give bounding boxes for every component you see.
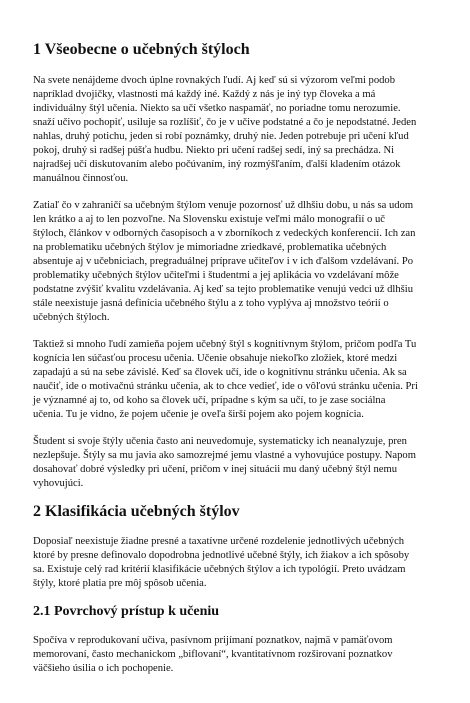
text-line: zapadajú a sú na sebe závislé. Keď sa človek učí, ide o kognitívnu stránku učenia. Ak sa xyxy=(33,367,407,378)
text-line: naučiť, ide o motivačnú stránku učenia, ak to chce vedieť, ide o vôľovú stránku učenia. Pri xyxy=(33,381,418,392)
text-line: snaží učivo pochopiť, usiluje sa rozlíšiť, čo je v učive podstatné a čo je nepodstatné. Jeden xyxy=(33,117,417,128)
text-line: ktoré by presne definovalo dopodrobna jednotlivé učebné štýly, ich žiakov a ich spôsoby xyxy=(33,550,410,561)
text-line: absentuje aj v učebniciach, pregraduálnej príprave učiteľov i v ich ďalšom vzdelávaní. Po xyxy=(33,256,414,267)
text-line: individuálny štýl učenia. Niekto sa učí všetko naspamäť, no poriadne tomu nerozumie. xyxy=(33,103,401,114)
text-line: pokoj, druhý si radšej púšťa hudbu. Niekto pri učení radšej sedí, iný sa prechádza. Ni xyxy=(33,145,395,156)
text-line: podstatne zvýšiť kvalitu vzdelávania. Aj keď sa tejto problematike venujú vedci už dlhšiu xyxy=(33,284,413,295)
text-line: Zatiaľ čo v zahraničí sa učebným štýlom venuje pozornosť už dlhšiu dobu, u nás sa udom xyxy=(33,200,414,211)
text-line: na problematiku učebných štýlov je mimoriadne zriedkavé, problematika učebných xyxy=(33,242,387,253)
text-line: kognícia len súčasťou procesu učenia. Učenie obsahuje niekoľko zložiek, ktoré medzi xyxy=(33,353,398,364)
section-1-heading: 1 Všeobecne o učebných štýloch xyxy=(33,41,250,58)
text-line: len krátko a aj to len pozvoľne. Na Slovensku existuje veľmi málo monografií o uč xyxy=(33,214,385,225)
text-line: Na svete nenájdeme dvoch úplne rovnakých ľudí. Aj keď sú si výzorom veľmi podob xyxy=(33,75,396,86)
text-line: Doposiaľ neexistuje žiadne presné a taxatívne určené rozdelenie jednotlivých učebných xyxy=(33,536,405,547)
text-line: Spočíva v reprodukovaní učiva, pasívnom prijímaní poznatkov, najmä v pamäťovom xyxy=(33,635,393,646)
text-line: vyhovujúci. xyxy=(33,478,84,489)
text-line: učenia. Tu je vidno, že pojem učenie je oveľa širší pojem ako pojem kognícia. xyxy=(33,409,364,420)
text-line: nezlepšuje. Štýly sa mu javia ako samozrejmé jemu vlastné a vyhovujúce postupy. Napom xyxy=(33,450,416,461)
text-line: najradšej učí diskutovaním alebo počúvaním, iný rozmýšľaním, ďalší kladením otázok xyxy=(33,159,401,170)
section-2-1-heading: 2.1 Povrchový prístup k učeniu xyxy=(33,604,220,619)
text-line: nahlas, druhý potichu, jeden si robí poznámky, druhý nie. Jeden potrebuje pri učení kľud xyxy=(33,131,409,142)
text-line: sa. Existuje celý rad kritérií klasifikácie učebných štýlov a ich typológií. Preto uvádzam xyxy=(33,564,406,575)
text-line: problematiky učebných štýlov učiteľmi i študentmi a jej aplikácia vo vzdelávaní môže xyxy=(33,270,399,281)
text-line: manuálnou činnosťou. xyxy=(33,173,129,184)
text-line: štýloch, článkov v odborných časopisoch a v zborníkoch z vedeckých konferencií. Ich zan xyxy=(33,228,416,239)
text-line: väčšieho úsilia o ich pochopenie. xyxy=(33,663,174,674)
text-line: štýly, ktoré platia pre môj spôsob učenia. xyxy=(33,578,207,589)
text-line: dosahovať dobré výsledky pri učení, pričom v inej situácii mu daný učebný štýl nemu xyxy=(33,464,398,475)
text-line: napríklad dvojičky, vlastnosti má každý iné. Každý z nás je iný typ človeka a má xyxy=(33,89,376,100)
text-line: memorovaní, často mechanickom „biflovaní“, kvantitatívnom rozširovaní poznatkov xyxy=(33,649,393,660)
text-line: učebných štýloch. xyxy=(33,312,110,323)
text-line: Študent si svoje štýly učenia často ani neuvedomuje, systematicky ich neanalyzuje, pren xyxy=(33,436,407,447)
text-line: stále neexistuje jasná definícia učebného štýlu a z toho vyplýva aj množstvo teórií o xyxy=(33,298,389,309)
text-line: Taktiež si mnoho ľudí zamieňa pojem učebný štýl s kognitívnym štýlom, pričom podľa Tu xyxy=(33,339,417,350)
section-2-heading: 2 Klasifikácia učebných štýlov xyxy=(33,503,240,520)
text-line: je významné aj to, od koho sa človek učí, prípadne s kým sa učí, to je zase sociálna xyxy=(33,395,386,406)
